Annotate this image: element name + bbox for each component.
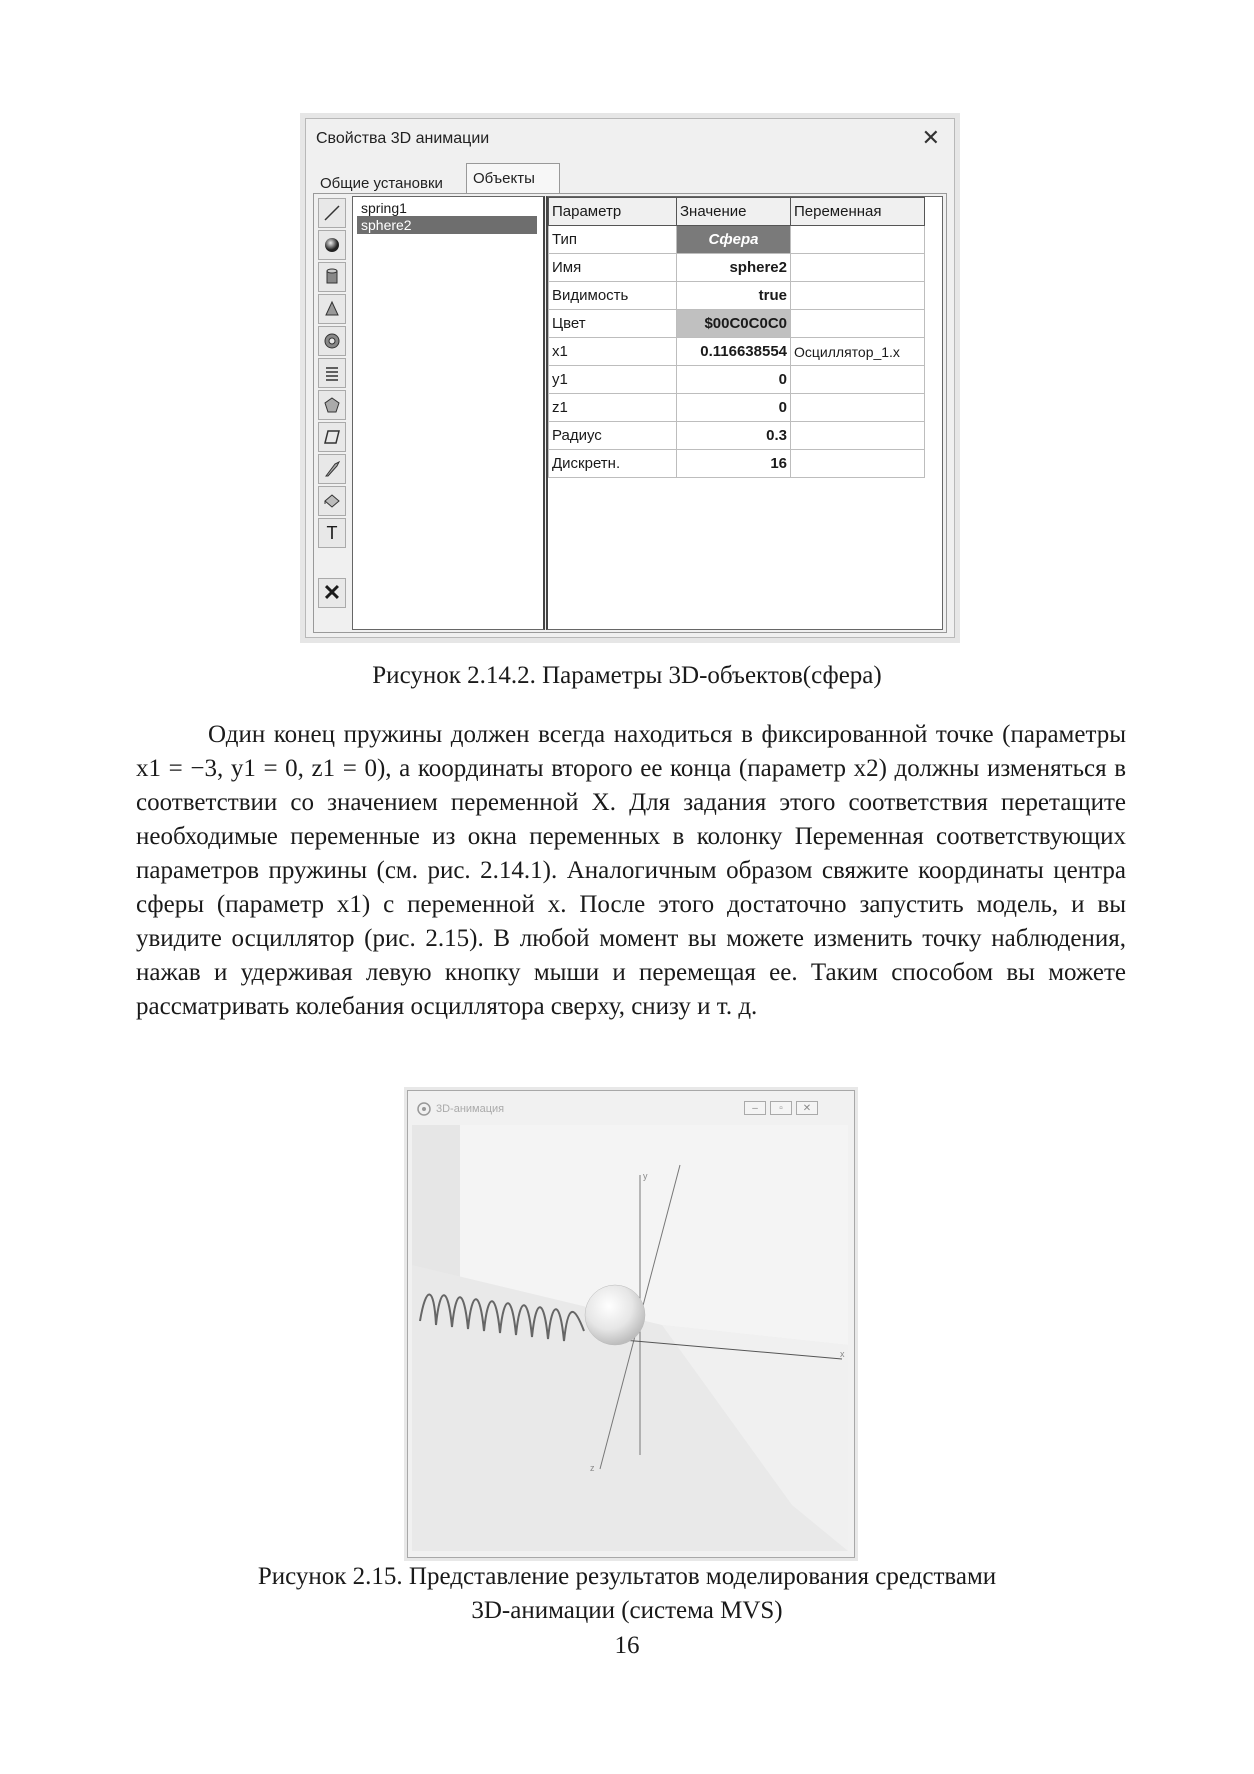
table-row — [549, 450, 925, 478]
table-row — [549, 282, 925, 310]
cone-icon[interactable] — [318, 294, 346, 324]
tab-objects[interactable]: Объекты — [466, 163, 560, 193]
tab-general-settings[interactable]: Общие установки — [320, 175, 443, 192]
param-cell: Тип — [549, 226, 677, 254]
variable-cell[interactable]: Осциллятор_1.x — [791, 338, 925, 366]
variable-cell[interactable] — [791, 450, 925, 478]
table-row — [549, 394, 925, 422]
maximize-button[interactable]: ▫ — [770, 1101, 792, 1115]
torus-icon[interactable] — [318, 326, 346, 356]
line-icon[interactable] — [318, 198, 346, 228]
close-button[interactable]: ✕ — [796, 1101, 818, 1115]
paragraph-text: Один конец пружины должен всегда находиться в фиксированной точке (параметры x1 = −3, y1 = 0, z1 = 0), а координаты второго ее конца (параметр x2) должны изменяться в соответствии со значением переменной X. Для задания этого соответствия перетащите необходимые переменные из окна переменных в колонку Переменная соответствующих параметров пружины (см. рис. 2.14.1). Аналогичным образом свяжите координаты центра сферы (параметр x1) с переменной x. После этого достаточно запустить модель, и вы увидите осциллятор (рис. 2.15). В любой момент вы можете изменить точку наблюдения, нажав и удерживая левую кнопку мыши и перемещая ее. Таким способом вы можете рассматривать колебания осциллятора сверху, снизу и т. д. — [136, 721, 1126, 1020]
value-cell[interactable]: sphere2 — [677, 254, 791, 282]
body-paragraph — [136, 718, 1126, 1024]
sphere-icon[interactable] — [318, 230, 346, 260]
value-cell[interactable]: 0.116638554 — [677, 338, 791, 366]
header-param: Параметр — [549, 198, 677, 226]
value-cell[interactable]: 16 — [677, 450, 791, 478]
value-cell[interactable]: true — [677, 282, 791, 310]
figure-caption-line1: Рисунок 2.15. Представление результатов моделирования средствами — [257, 1563, 997, 1590]
param-cell: Видимость — [549, 282, 677, 310]
arrow-icon[interactable] — [318, 454, 346, 484]
window-title: 3D-анимация — [436, 1103, 505, 1115]
variable-cell[interactable] — [791, 282, 925, 310]
table-row — [549, 422, 925, 450]
properties-grid — [546, 196, 943, 630]
y-axis-label: y — [643, 1171, 648, 1181]
objects-panel — [313, 193, 947, 633]
value-cell[interactable]: $00C0C0C0 — [677, 310, 791, 338]
param-cell: Радиус — [549, 422, 677, 450]
scene-canvas[interactable] — [412, 1125, 848, 1551]
variable-cell[interactable] — [791, 394, 925, 422]
plane-icon[interactable] — [318, 422, 346, 452]
cylinder-icon[interactable] — [318, 262, 346, 292]
polyhedron-icon[interactable] — [318, 390, 346, 420]
list-item-selected[interactable]: sphere2 — [357, 216, 537, 234]
value-cell[interactable]: 0 — [677, 366, 791, 394]
app-icon — [416, 1100, 432, 1116]
scene-view — [412, 1125, 848, 1551]
value-cell[interactable]: Сфера — [677, 226, 791, 254]
box-icon[interactable] — [318, 486, 346, 516]
close-icon[interactable]: ✕ — [921, 125, 940, 150]
value-cell[interactable]: 0.3 — [677, 422, 791, 450]
animation-3d-window — [407, 1090, 855, 1558]
z-axis-label: z — [590, 1463, 595, 1473]
page-number: 16 — [614, 1632, 640, 1659]
variable-cell[interactable] — [791, 310, 925, 338]
table-row — [549, 366, 925, 394]
sphere — [585, 1285, 645, 1345]
param-cell: Цвет — [549, 310, 677, 338]
param-cell: Имя — [549, 254, 677, 282]
param-cell: x1 — [549, 338, 677, 366]
param-cell: Дискретн. — [549, 450, 677, 478]
variable-cell[interactable] — [791, 422, 925, 450]
table-row — [549, 310, 925, 338]
properties-dialog — [305, 118, 955, 638]
variable-cell[interactable] — [791, 366, 925, 394]
object-toolbar — [318, 198, 348, 628]
table-row — [549, 338, 925, 366]
list-item[interactable]: spring1 — [361, 200, 407, 216]
variable-cell[interactable] — [791, 226, 925, 254]
table-row — [549, 254, 925, 282]
header-variable: Переменная — [791, 198, 925, 226]
text-icon[interactable]: T — [318, 518, 346, 548]
variable-cell[interactable] — [791, 254, 925, 282]
param-cell: y1 — [549, 366, 677, 394]
figure-caption-line2: 3D-анимации (система MVS) — [471, 1597, 783, 1624]
figure-caption: Рисунок 2.14.2. Параметры 3D-объектов(сфера) — [372, 662, 882, 689]
object-list — [352, 196, 545, 630]
x-axis-label: x — [840, 1349, 845, 1359]
spring-icon[interactable] — [318, 358, 346, 388]
header-value: Значение — [677, 198, 791, 226]
param-cell: z1 — [549, 394, 677, 422]
delete-icon[interactable]: ✕ — [318, 578, 346, 608]
table-row — [549, 226, 925, 254]
minimize-button[interactable]: – — [744, 1101, 766, 1115]
value-cell[interactable]: 0 — [677, 394, 791, 422]
dialog-title: Свойства 3D анимации — [316, 130, 490, 147]
